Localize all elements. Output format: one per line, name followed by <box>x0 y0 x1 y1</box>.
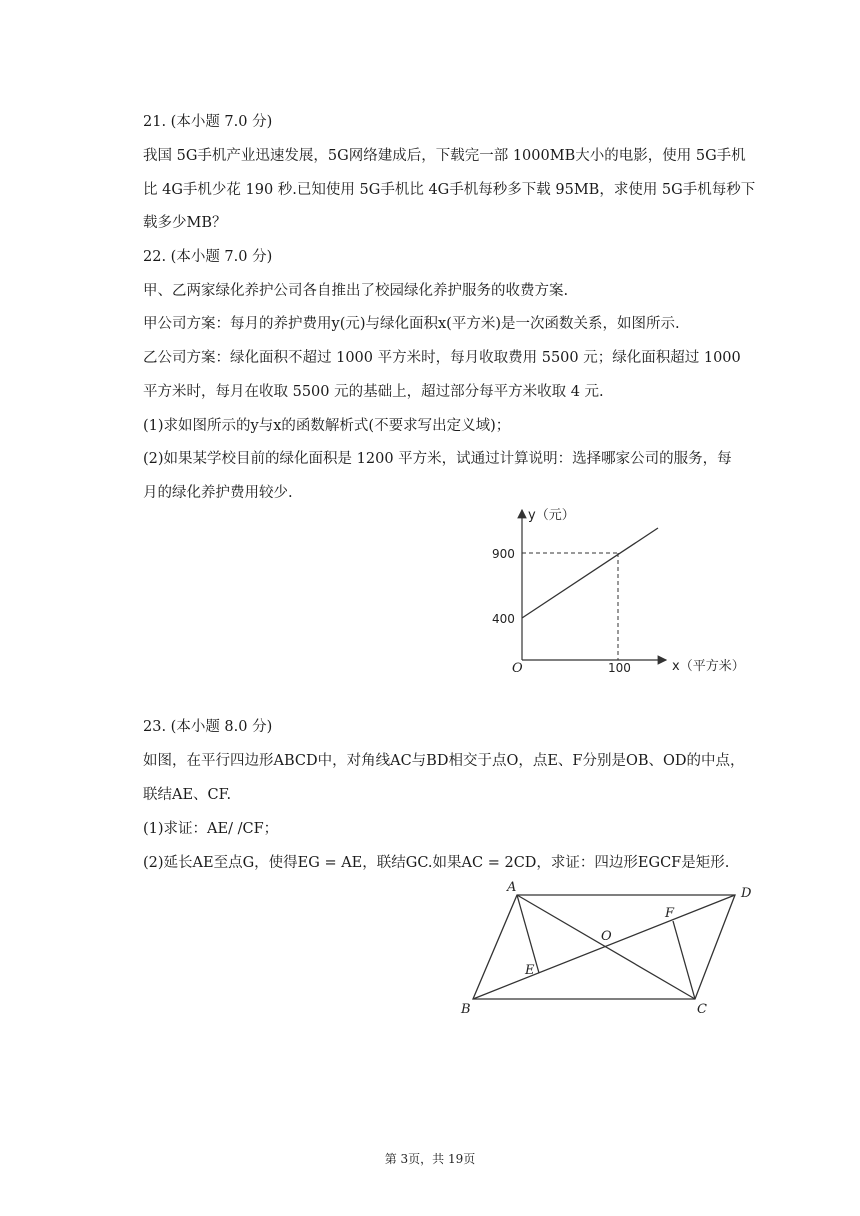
q23-line-1: 如图，在平行四边形ABCD中，对角线AC与BD相交于点O，点E、F分别是OB、OD的中点， <box>143 753 745 769</box>
q23-header: 23. (本小题 8.0 分) <box>143 719 273 735</box>
q22-line-6: (2)如果某学校目前的绿化面积是 1200 平方米，试通过计算说明：选择哪家公司的服务，每 <box>143 451 732 467</box>
label-e: E <box>525 963 535 978</box>
q22-linear-graph <box>480 500 770 690</box>
q22-line-3: 乙公司方案：绿化面积不超过 1000 平方米时，每月收取费用 5500 元；绿化面积超过 1000 <box>143 350 741 366</box>
q22-header: 22. (本小题 7.0 分) <box>143 249 273 265</box>
page-footer: 第 3页，共 19页 <box>384 1152 476 1166</box>
function-line <box>522 528 658 618</box>
q23-line-2: 联结AE、CF. <box>143 787 232 803</box>
label-a: A <box>507 880 517 895</box>
q21-header: 21. (本小题 7.0 分) <box>143 114 273 130</box>
x-axis-label: x（平方米） <box>672 659 745 674</box>
origin-label: O <box>512 661 523 676</box>
q21-line-2: 比 4G手机少花 190 秒.已知使用 5G手机比 4G手机每秒多下载 95MB，求使用 5G手机每秒下 <box>143 182 756 198</box>
diagonal-bd <box>473 895 735 999</box>
q21-line-1: 我国 5G手机产业迅速发展，5G网络建成后，下载完一部 1000MB大小的电影，使用 5G手机 <box>143 148 746 164</box>
x-tick-100: 100 <box>608 661 631 675</box>
q23-line-4: (2)延长AE至点G，使得EG = AE，联结GC.如果AC = 2CD，求证：四边形EGCF是矩形. <box>143 855 730 871</box>
y-tick-900: 900 <box>492 547 515 561</box>
label-o: O <box>601 929 612 944</box>
q22-line-7: 月的绿化养护费用较少. <box>143 485 293 501</box>
segment-cf <box>673 921 695 999</box>
label-f: F <box>665 906 675 921</box>
q23-parallelogram-figure <box>455 875 775 1025</box>
segment-ae <box>517 895 539 973</box>
label-b: B <box>461 1002 471 1017</box>
label-c: C <box>697 1002 707 1017</box>
q23-line-3: (1)求证：AE/ /CF； <box>143 821 279 837</box>
q22-line-4: 平方米时，每月在收取 5500 元的基础上，超过部分每平方米收取 4 元. <box>143 384 604 400</box>
y-axis-label: y（元） <box>528 508 575 523</box>
q22-line-2: 甲公司方案：每月的养护费用y(元)与绿化面积x(平方米)是一次函数关系，如图所示. <box>143 316 680 332</box>
q22-line-5: (1)求如图所示的y与x的函数解析式(不要求写出定义域)； <box>143 418 511 434</box>
q22-line-1: 甲、乙两家绿化养护公司各自推出了校园绿化养护服务的收费方案. <box>143 283 569 299</box>
y-tick-400: 400 <box>492 612 515 626</box>
q21-line-3: 载多少MB？ <box>143 215 227 231</box>
label-d: D <box>741 886 752 901</box>
